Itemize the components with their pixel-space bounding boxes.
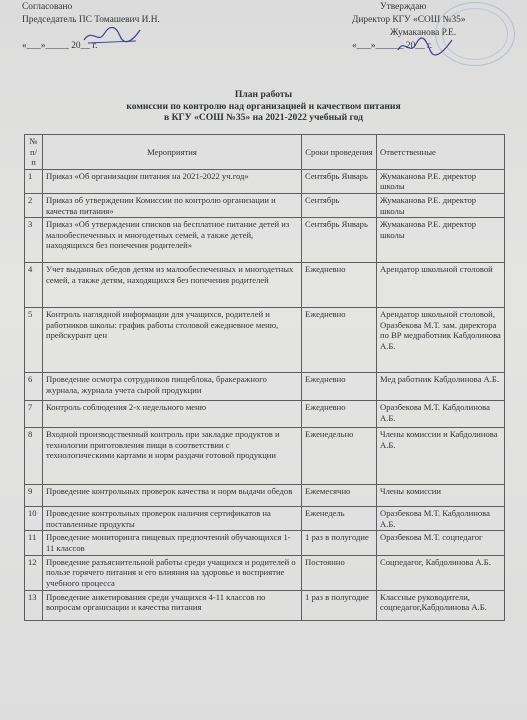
cell-event: Приказ об утверждении Комиссии по контролю организации и качества питания» [43,193,302,217]
table-row [25,428,505,485]
cell-number: 12 [25,555,43,590]
cell-number: 2 [25,193,43,217]
table-row [25,218,505,263]
plan-table [24,134,505,621]
cell-responsible: Арендатор школьной столовой, Оразбекова М.Т. зам. директора по ВР медработник Кабдолинова А.Б. [377,308,505,373]
cell-term: Ежемесячно [302,485,377,507]
cell-term: Еженедель [302,507,377,531]
cell-event: Проведение разъяснительной работы среди учащихся и родителей о пользе горячего питания и его влияния на здоровье и восприятие учебного процесса [43,555,302,590]
cell-responsible: Жумаканова Р.Е. директор школы [377,169,505,193]
cell-responsible: Члены комиссии [377,485,505,507]
cell-responsible: Жумаканова Р.Е. директор школы [377,193,505,217]
cell-term: 1 раз в полугодие [302,590,377,620]
cell-responsible: Оразбекова М.Т. Кабдолинова А.Б. [377,401,505,428]
table-row [25,531,505,555]
header-event: Мероприятия [43,135,302,170]
cell-term: Постоянно [302,555,377,590]
cell-event: Проведение осмотра сотрудников пищеблока, бракеражного журнала, журнала учета сырой продукции [43,373,302,401]
cell-number: 1 [25,169,43,193]
table-row [25,485,505,507]
cell-responsible: Оразбекова М.Т. Кабдолинова А.Б. [377,507,505,531]
cell-number: 6 [25,373,43,401]
table-row [25,193,505,217]
document-title [0,89,527,124]
cell-responsible: Мед работник Кабдолинова А.Б. [377,373,505,401]
cell-term: Ежедневно [302,263,377,308]
cell-event: Учет выданных обедов детям из малообеспеченных и многодетных семей, а также детям, находящихся без попечения родителей [43,263,302,308]
cell-number: 7 [25,401,43,428]
cell-term: Ежедневно [302,308,377,373]
cell-term: 1 раз в полугодие [302,531,377,555]
cell-responsible: Арендатор школьной столовой [377,263,505,308]
cell-number: 11 [25,531,43,555]
title-line-3: в КГУ «СОШ №35» на 2021-2022 учебный год [163,112,364,124]
table-row [25,373,505,401]
cell-number: 9 [25,485,43,507]
header-term: Сроки проведения [302,135,377,170]
agreed-label: Согласовано [22,2,73,12]
table-row [25,308,505,373]
cell-number: 8 [25,428,43,485]
left-date: «___»_____ 20__ г. [22,41,98,51]
table-row [25,169,505,193]
table-header-row [25,135,505,170]
director-line: Директор КГУ «СОШ №35» [352,15,466,25]
cell-event: Приказ «Об утверждении списков на бесплатное питание детей из малообеспеченных и многодетных семей, а также детей, находящихся без попечения родителей» [43,218,302,263]
cell-term: Еженедельно [302,428,377,485]
approve-label: Утверждаю [380,2,427,12]
cell-term: Ежедневно [302,373,377,401]
cell-number: 13 [25,590,43,620]
title-line-2: комиссии по контролю над организацией и качеством питания [126,100,401,112]
cell-event: Контроль соблюдения 2-х недельного меню [43,401,302,428]
cell-event: Контроль наглядной информации для учащихся, родителей и работников школы: график работы столовой ежедневное меню, прейскурант цен [43,308,302,373]
cell-event: Входной производственный контроль при закладке продуктов и технологии приготовления пищи в соответствии с технологическими картами и норм раздачи готовой продукции [43,428,302,485]
chairman-line: Председатель ПС Томашевич И.Н. [22,15,160,25]
signature-left [82,24,142,46]
table-row [25,590,505,620]
cell-event: Проведение контрольных проверок качества и норм выдачи обедов [43,485,302,507]
table-row [25,507,505,531]
table-row [25,555,505,590]
title-line-1: План работы [234,89,293,100]
cell-number: 4 [25,263,43,308]
cell-responsible: Соцпедагог, Кабдолинова А.Б. [377,555,505,590]
cell-event: Приказ «Об организации питания на 2021-2022 уч.год» [43,169,302,193]
cell-responsible: Жумаканова Р.Е. директор школы [377,218,505,263]
cell-responsible: Классные руководители, соцпедагог,Кабдолинова А.Б. [377,590,505,620]
cell-event: Проведение мониторинга пищевых предпочтений обучающихся 1-11 классов [43,531,302,555]
header-responsible: Ответственные [377,135,505,170]
table-row [25,263,505,308]
cell-number: 3 [25,218,43,263]
right-date: «___»______ 20__ г. [352,41,433,51]
cell-number: 5 [25,308,43,373]
cell-term: Сентябрь [302,193,377,217]
cell-event: Проведение контрольных проверок наличия сертификатов на поставленные продукты [43,507,302,531]
cell-responsible: Члены комиссии и Кабдолинова А.Б. [377,428,505,485]
cell-number: 10 [25,507,43,531]
cell-term: Сентябрь Январь [302,218,377,263]
official-stamp-inner [442,8,508,60]
director-name: Жумаканова Р.Е. [390,28,457,38]
header-number: № п/п [25,135,43,170]
table-row [25,401,505,428]
cell-responsible: Оразбекова М.Т. соцпедагог [377,531,505,555]
cell-term: Сентябрь Январь [302,169,377,193]
cell-event: Проведение анкетирования среди учащихся 4-11 классов по вопросам организации и качества питания [43,590,302,620]
cell-term: Ежедневно [302,401,377,428]
